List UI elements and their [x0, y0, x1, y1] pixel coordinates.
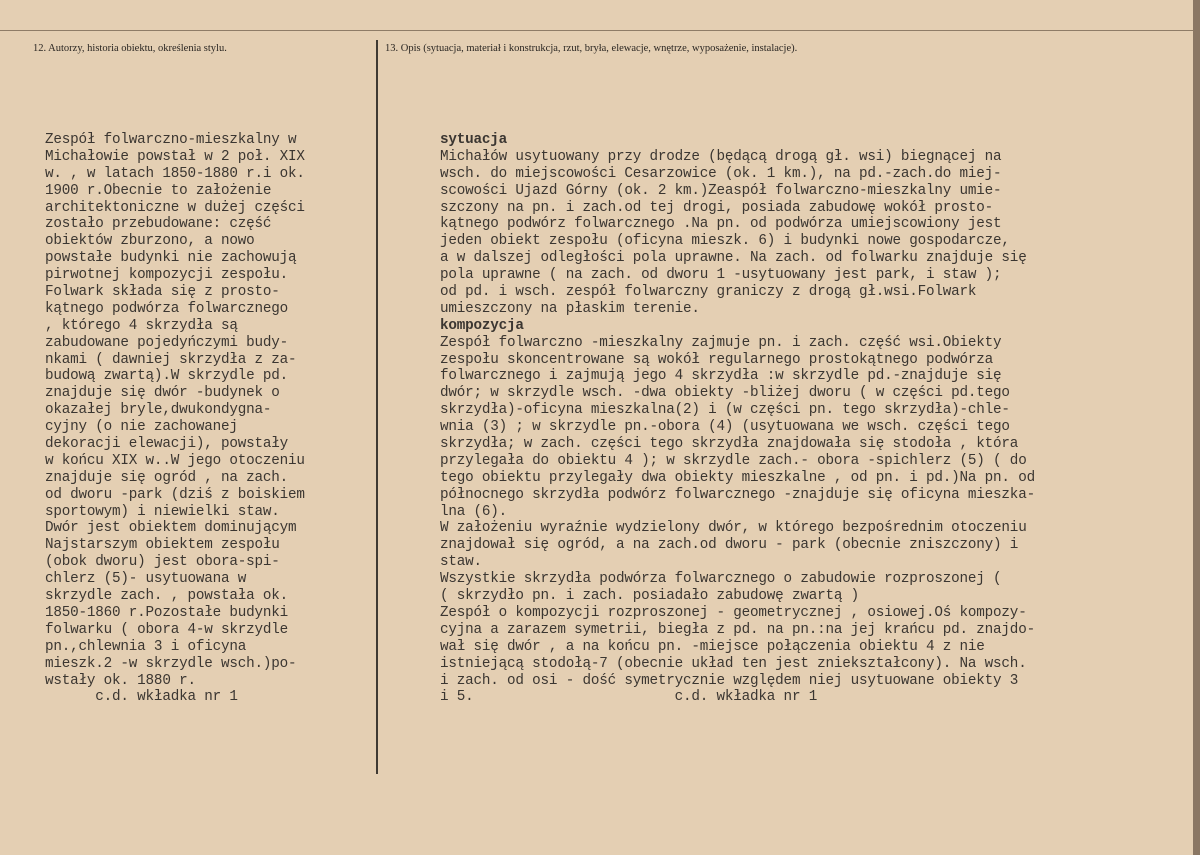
history-text-line: znajduje się dwór -budynek o: [45, 385, 280, 402]
column-divider: [376, 40, 378, 774]
history-text-line: Najstarszym obiektem zespołu: [45, 537, 280, 554]
description-text-line: cyjna a zarazem symetrii, biegła z pd. na pn.:na jej krańcu pd. znajdo-: [440, 621, 1035, 638]
description-text-line: i zach. od osi - dość symetrycznie względem niej usytuowane obiekty 3: [440, 672, 1019, 689]
history-text-line: Dwór jest obiektem dominującym: [45, 520, 297, 537]
history-text-line: wstały ok. 1880 r.: [45, 672, 196, 689]
section-subheading: sytuacja: [440, 132, 508, 148]
history-text-line: okazałej bryle,dwukondygna-: [45, 402, 272, 419]
section-13-header: 13. Opis (sytuacja, materiał i konstrukcja, rzut, bryła, elewacje, wnętrze, wyposażenie, instalacje).: [385, 43, 798, 54]
description-text-line: wał się dwór , a na końcu pn. -miejsce połączenia obiektu 4 z nie: [440, 638, 985, 655]
description-text-line: a w dalszej odległości pola uprawne. Na zach. od folwarku znajduje się: [440, 250, 1027, 267]
description-text-line: i 5. c.d. wkładka nr 1: [440, 689, 818, 706]
history-text-line: zostało przebudowane: część: [45, 216, 272, 233]
description-text-line: szczony na pn. i zach.od tej drogi, posiada zabudowę wokół prosto-: [440, 199, 994, 216]
description-text-line: Zespół folwarczno -mieszkalny zajmuje pn. i zach. część wsi.Obiekty: [440, 334, 1002, 351]
history-text-line: c.d. wkładka nr 1: [45, 689, 238, 706]
history-text-line: w końcu XIX w..W jego otoczeniu: [45, 452, 305, 469]
description-text-line: pola uprawne ( na zach. od dworu 1 -usytuowany jest park, i staw );: [440, 267, 1002, 284]
section-12-header: 12. Autorzy, historia obiektu, określenia stylu.: [33, 43, 227, 54]
description-text-line: tego obiektu przylegały dwa obiekty mieszkalne , od pn. i pd.)Na pn. od: [440, 469, 1035, 486]
description-text-line: folwarcznego i zajmują jego 4 skrzydła :w skrzydle pd.-znajduje się: [440, 368, 1002, 385]
description-text-line: istniejącą stodołą-7 (obecnie układ ten jest zniekształcony). Na wsch.: [440, 655, 1027, 672]
history-text-line: Zespół folwarczno-mieszkalny w: [45, 132, 297, 148]
description-text-line: wnia (3) ; w skrzydle pn.-obora (4) (usytuowana we wsch. części tego: [440, 419, 1010, 436]
history-text-line: znajduje się ogród , na zach.: [45, 469, 289, 486]
history-text-line: nkami ( dawniej skrzydła z za-: [45, 351, 297, 368]
description-text-line: staw.: [440, 554, 482, 571]
history-text-line: folwarku ( obora 4-w skrzydle: [45, 621, 289, 638]
history-text-line: (obok dworu) jest obora-spi-: [45, 554, 280, 571]
top-rule: [0, 30, 1193, 31]
history-text-line: pn.,chlewnia 3 i oficyna: [45, 638, 247, 655]
history-text-line: w. , w latach 1850-1880 r.i ok.: [45, 165, 305, 182]
description-text-line: jeden obiekt zespołu (oficyna mieszk. 6) i budynki nowe gospodarcze,: [440, 233, 1010, 250]
history-text-line: chlerz (5)- usytuowana w: [45, 571, 247, 588]
history-text-line: zabudowane pojedyńczymi budy-: [45, 334, 289, 351]
history-text-line: , którego 4 skrzydła są: [45, 317, 238, 334]
description-text-line: ( skrzydło pn. i zach. posiadało zabudowę zwartą ): [440, 588, 859, 605]
description-text-line: dwór; w skrzydle wsch. -dwa obiekty -bliżej dworu ( w części pd.tego: [440, 385, 1010, 402]
description-text-line: północnego skrzydła podwórz folwarcznego -znajduje się oficyna mieszka-: [440, 486, 1035, 503]
scan-edge: [1193, 0, 1200, 855]
description-text-line: scowości Ujazd Górny (ok. 2 km.)Zeaspół folwarczno-mieszkalny umie-: [440, 182, 1002, 199]
history-text-line: kątnego podwórza folwarcznego: [45, 300, 289, 317]
history-text-line: dekoracji elewacji), powstały: [45, 436, 289, 453]
history-text-line: 1900 r.Obecnie to założenie: [45, 182, 272, 199]
history-text-line: budową zwartą).W skrzydle pd.: [45, 368, 289, 385]
history-text-line: skrzydle zach. , powstała ok.: [45, 588, 289, 605]
description-text-line: kątnego podwórz folwarcznego .Na pn. od podwórza umiejscowiony jest: [440, 216, 1002, 233]
description-text-line: Zespół o kompozycji rozproszonej - geometrycznej , osiowej.Oś kompozy-: [440, 604, 1027, 621]
history-text-line: sportowym) i niewielki staw.: [45, 503, 280, 520]
description-text-line: skrzydła; w zach. części tego skrzydła znajdowała się stodoła , która: [440, 436, 1019, 453]
section-subheading: kompozycja: [440, 317, 524, 334]
history-text-line: pirwotnej kompozycji zespołu.: [45, 267, 289, 284]
description-text-line: Wszystkie skrzydła podwórza folwarcznego o zabudowie rozproszonej (: [440, 571, 1002, 588]
description-text-column: [440, 132, 1035, 706]
history-text-line: 1850-1860 r.Pozostałe budynki: [45, 604, 289, 621]
history-text-line: Michałowie powstał w 2 poł. XIX: [45, 148, 305, 165]
history-text-line: cyjny (o nie zachowanej: [45, 419, 238, 436]
description-text-line: lna (6).: [440, 503, 508, 520]
description-text-line: wsch. do miejscowości Cesarzowice (ok. 1 km.), na pd.-zach.do miej-: [440, 165, 1002, 182]
description-text-line: znajdował się ogród, a na zach.od dworu - park (obecnie zniszczony) i: [440, 537, 1019, 554]
history-text-line: Folwark składa się z prosto-: [45, 284, 280, 301]
history-text-column: [45, 132, 305, 706]
description-text-line: Michałów usytuowany przy drodze (będącą drogą gł. wsi) biegnącej na: [440, 148, 1002, 165]
history-text-line: powstałe budynki nie zachowują: [45, 250, 297, 267]
description-text-line: od pd. i wsch. zespół folwarczny graniczy z drogą gł.wsi.Folwark: [440, 284, 977, 301]
description-text-line: skrzydła)-oficyna mieszkalna(2) i (w części pn. tego skrzydła)-chle-: [440, 402, 1010, 419]
history-text-line: architektoniczne w dużej części: [45, 199, 305, 216]
description-text-line: W założeniu wyraźnie wydzielony dwór, w którego bezpośrednim otoczeniu: [440, 520, 1027, 537]
description-text-line: przylegała do obiektu 4 ); w skrzydle zach.- obora -spichlerz (5) ( do: [440, 452, 1027, 469]
history-text-line: od dworu -park (dziś z boiskiem: [45, 486, 305, 503]
history-text-line: obiektów zburzono, a nowo: [45, 233, 255, 250]
description-text-line: umieszczony na płaskim terenie.: [440, 300, 700, 317]
description-text-line: zespołu skoncentrowane są wokół regularnego prostokątnego podwórza: [440, 351, 994, 368]
history-text-line: mieszk.2 -w skrzydle wsch.)po-: [45, 655, 297, 672]
